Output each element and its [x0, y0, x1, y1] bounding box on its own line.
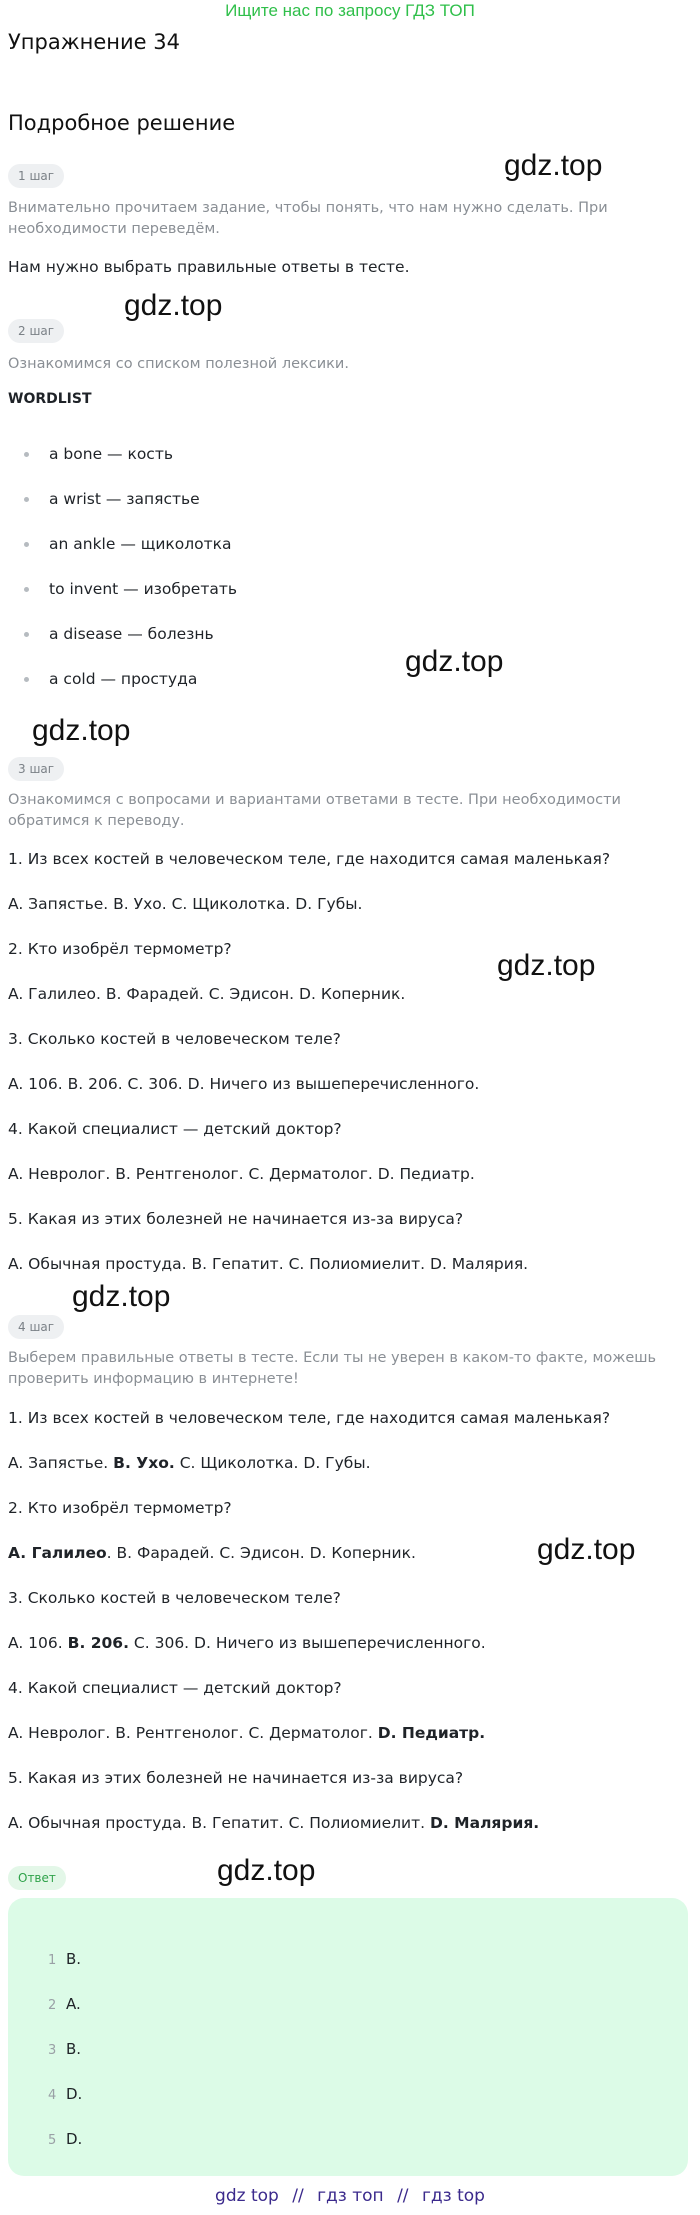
- answer-line-5: [8, 1812, 539, 1834]
- question-4: 4. Какой специалист — детский доктор?: [8, 1679, 342, 1697]
- watermark: gdz.top: [217, 1854, 316, 1887]
- answer-line-2: [8, 1542, 416, 1564]
- word-entry: a bone — кость: [49, 445, 173, 463]
- step-2-badge: 2 шаг: [8, 319, 64, 343]
- question-2: 2. Кто изобрёл термометр?: [8, 940, 232, 958]
- section-title: Подробное решение: [8, 111, 236, 135]
- correct-option: D. Педиатр.: [377, 1724, 486, 1742]
- word-entry: an ankle — щиколотка: [49, 535, 232, 553]
- answer-box: [8, 1898, 688, 2176]
- bullet-icon: [24, 632, 29, 637]
- watermark: gdz.top: [497, 949, 596, 982]
- bullet-icon: [24, 587, 29, 592]
- item-number: 4: [48, 2088, 57, 2103]
- step-4-badge: 4 шаг: [8, 1315, 64, 1339]
- bullet-icon: [24, 452, 29, 457]
- watermark: gdz.top: [504, 149, 603, 182]
- answer-line-3: [8, 1632, 486, 1654]
- page-title: Упражнение 34: [8, 30, 180, 54]
- step-3-badge: 3 шаг: [8, 757, 64, 781]
- step-2-note: Ознакомимся со списком полезной лексики.: [8, 356, 349, 372]
- options-4: A. Невролог. B. Рентгенолог. C. Дерматолог. D. Педиатр.: [8, 1165, 475, 1183]
- watermark: gdz.top: [72, 1280, 171, 1313]
- list-item: [48, 1993, 81, 2017]
- answer-line-4: [8, 1722, 485, 1744]
- footer-link[interactable]: гдз top: [421, 2186, 485, 2206]
- word-entry: a disease — болезнь: [49, 625, 214, 643]
- question-3: 3. Сколько костей в человеческом теле?: [8, 1589, 341, 1607]
- step-4-note: Выберем правильные ответы в тесте. Если ты не уверен в каком-то факте, можешь проверить информацию в интернете!: [8, 1350, 657, 1387]
- wordlist-title: WORDLIST: [8, 391, 92, 407]
- footer-link[interactable]: gdz top: [215, 2186, 279, 2206]
- answer-value: D.: [66, 2130, 83, 2148]
- separator: //: [292, 2186, 304, 2206]
- step-3-note: Ознакомимся с вопросами и вариантами ответами в тесте. При необходимости обратимся к переводу.: [8, 792, 621, 829]
- watermark: gdz.top: [405, 645, 504, 678]
- question-5: 5. Какая из этих болезней не начинается из-за вируса?: [8, 1210, 464, 1228]
- word-entry: a cold — простуда: [49, 670, 198, 688]
- list-item: [48, 2083, 82, 2107]
- separator: //: [397, 2186, 409, 2206]
- list-item: [48, 1948, 81, 1972]
- answer-value: B.: [66, 1950, 82, 1968]
- options-3: A. 106. B. 206. C. 306. D. Ничего из вышеперечисленного.: [8, 1075, 480, 1093]
- correct-option: B. 206.: [67, 1634, 129, 1652]
- item-number: 1: [48, 1953, 57, 1968]
- item-number: 5: [48, 2133, 57, 2148]
- options-5: A. Обычная простуда. B. Гепатит. C. Полиомиелит. D. Малярия.: [8, 1255, 529, 1273]
- answer-value: A.: [66, 1995, 81, 2013]
- answer-value: B.: [66, 2040, 82, 2058]
- watermark: gdz.top: [537, 1533, 636, 1566]
- answer-badge: Ответ: [8, 1866, 66, 1890]
- step-1-note: Внимательно прочитаем задание, чтобы понять, что нам нужно сделать. При необходимости переведём.: [8, 200, 608, 237]
- correct-option: B. Ухо.: [113, 1454, 175, 1472]
- list-item: [48, 2128, 82, 2152]
- question-5: 5. Какая из этих болезней не начинается из-за вируса?: [8, 1769, 464, 1787]
- bullet-icon: [24, 497, 29, 502]
- option-text: A. Запястье.: [8, 1454, 109, 1472]
- bullet-icon: [24, 677, 29, 682]
- correct-option: D. Малярия.: [430, 1814, 540, 1832]
- bullet-icon: [24, 542, 29, 547]
- question-4: 4. Какой специалист — детский доктор?: [8, 1120, 342, 1138]
- word-entry: a wrist — запястье: [49, 490, 200, 508]
- footer-links: [0, 2186, 700, 2206]
- question-2: 2. Кто изобрёл термометр?: [8, 1499, 232, 1517]
- watermark: gdz.top: [32, 714, 131, 747]
- options-1: A. Запястье. B. Ухо. C. Щиколотка. D. Губы.: [8, 895, 363, 913]
- word-entry: to invent — изобретать: [49, 580, 238, 598]
- answer-line-1: [8, 1452, 371, 1474]
- options-2: A. Галилео. B. Фарадей. C. Эдисон. D. Коперник.: [8, 985, 406, 1003]
- item-number: 2: [48, 1998, 57, 2013]
- option-text: C. 306. D. Ничего из вышеперечисленного.: [133, 1634, 486, 1652]
- watermark: gdz.top: [124, 289, 223, 322]
- option-text: C. Щиколотка. D. Губы.: [179, 1454, 371, 1472]
- footer-link[interactable]: гдз топ: [317, 2186, 384, 2206]
- search-banner: Ищите нас по запросу ГДЗ ТОП: [225, 1, 475, 20]
- answer-value: D.: [66, 2085, 83, 2103]
- option-text: A. Невролог. B. Рентгенолог. C. Дерматолог.: [8, 1724, 373, 1742]
- question-3: 3. Сколько костей в человеческом теле?: [8, 1030, 341, 1048]
- question-1: 1. Из всех костей в человеческом теле, где находится самая маленькая?: [8, 850, 611, 868]
- list-item: [48, 2038, 81, 2062]
- option-text: A. Обычная простуда. B. Гепатит. C. Полиомиелит.: [8, 1814, 426, 1832]
- correct-option: A. Галилео: [8, 1544, 107, 1562]
- option-text: A. 106.: [8, 1634, 63, 1652]
- option-text: . B. Фарадей. C. Эдисон. D. Коперник.: [106, 1544, 416, 1562]
- step-1-text: Нам нужно выбрать правильные ответы в тесте.: [8, 258, 410, 276]
- item-number: 3: [48, 2043, 57, 2058]
- question-1: 1. Из всех костей в человеческом теле, где находится самая маленькая?: [8, 1409, 611, 1427]
- step-1-badge: 1 шаг: [8, 164, 64, 188]
